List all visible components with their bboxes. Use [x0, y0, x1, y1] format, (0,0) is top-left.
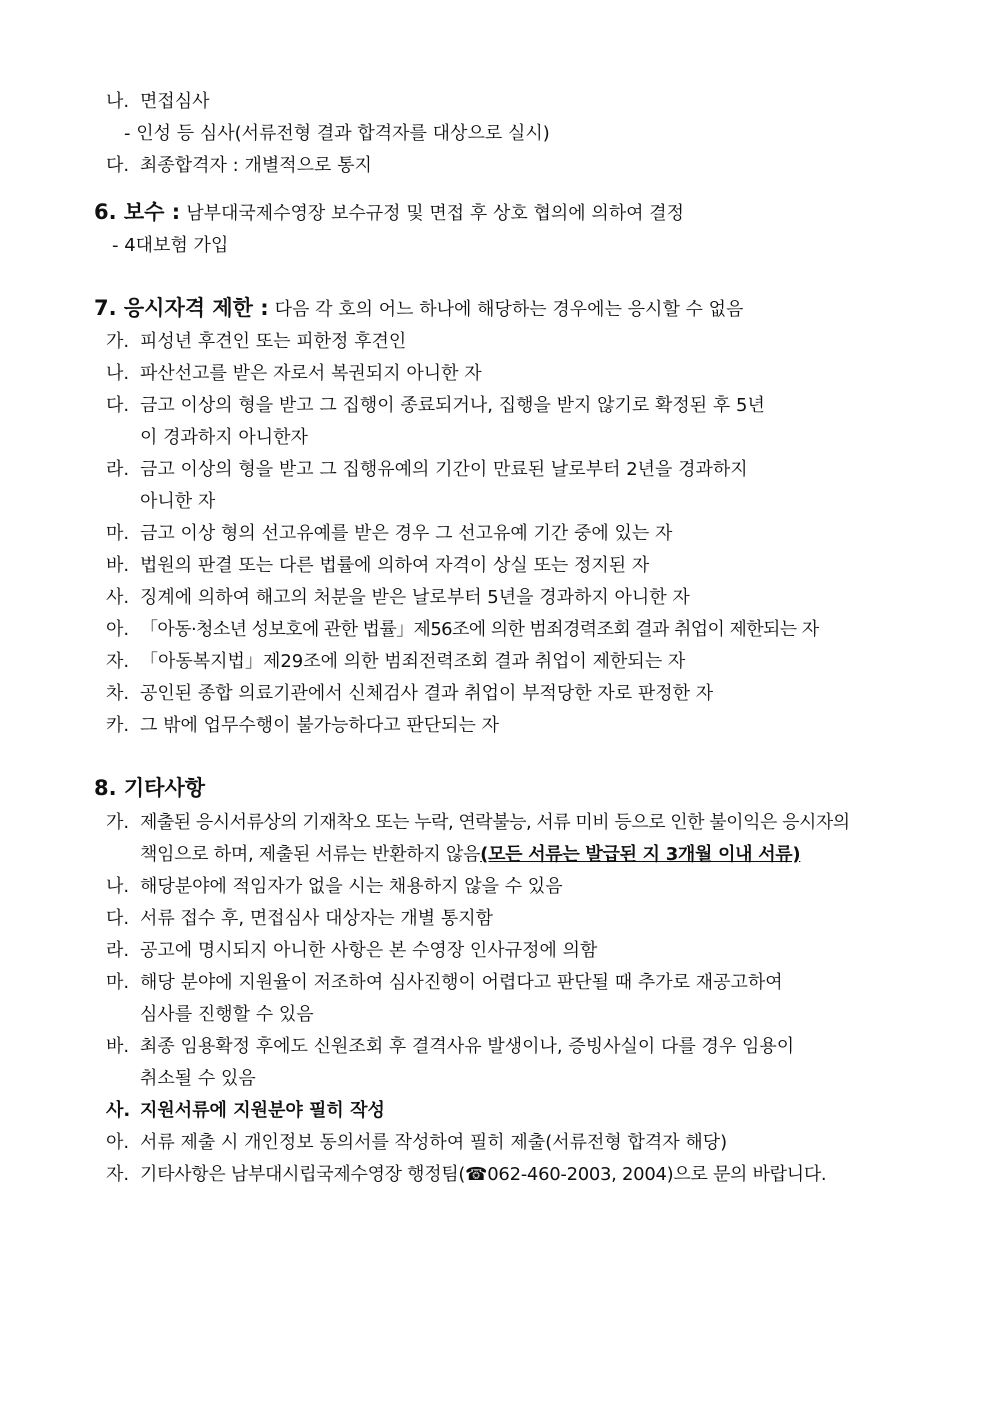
item-label: 차. — [106, 683, 130, 704]
item-text: 금고 이상의 형을 받고 그 집행이 종료되거나, 집행을 받지 않기로 확정된 후 5년 — [140, 395, 765, 416]
interview-title: 면접심사 — [140, 91, 210, 112]
item-label: 나. — [106, 876, 130, 897]
item-text: 기타사항은 남부대시립국제수영장 행정팀(☎062-460-2003, 2004)으로 문의 바랍니다. — [140, 1164, 827, 1185]
item-text: 그 밖에 업무수행이 불가능하다고 판단되는 자 — [140, 715, 499, 736]
item-label: 가. — [106, 812, 130, 833]
emphasis-text: (모든 서류는 발급된 지 3개월 이내 서류) — [480, 844, 801, 865]
item-text: 금고 이상 형의 선고유예를 받은 경우 그 선고유예 기간 중에 있는 자 — [140, 523, 673, 544]
item-label: 사. — [106, 1100, 131, 1121]
item-text: 「아동복지법」제29조에 의한 범죄전력조회 결과 취업이 제한되는 자 — [140, 651, 686, 672]
item-text: 해당 분야에 지원율이 저조하여 심사진행이 어렵다고 판단될 때 추가로 재공고하여 — [140, 972, 783, 993]
item-label: 바. — [106, 1036, 130, 1057]
item-text: 제출된 응시서류상의 기재착오 또는 누락, 연락불능, 서류 미비 등으로 인한 불이익은 응시자의 — [140, 812, 850, 833]
item-label: 나. — [106, 91, 130, 112]
item-text: 금고 이상의 형을 받고 그 집행유예의 기간이 만료된 날로부터 2년을 경과하지 — [140, 459, 748, 480]
item-label: 자. — [106, 651, 130, 672]
item-text: 공인된 종합 의료기관에서 신체검사 결과 취업이 부적당한 자로 판정한 자 — [140, 683, 714, 704]
sec6-heading — [94, 200, 684, 226]
item-text-cont-plain: 책임으로 하며, 제출된 서류는 반환하지 않음 — [140, 844, 481, 865]
item-text: 「아동·청소년 성보호에 관한 법률」제56조에 의한 범죄경력조회 결과 취업이 제한되는 자 — [140, 619, 819, 640]
item-text: 최종 임용확정 후에도 신원조회 후 결격사유 발생이나, 증빙사실이 다를 경우 임용이 — [140, 1036, 795, 1057]
item-label: 라. — [106, 459, 130, 480]
item-text: 파산선고를 받은 자로서 복권되지 아니한 자 — [140, 363, 482, 384]
interview-sub: - 인성 등 심사(서류전형 결과 합격자를 대상으로 실시) — [124, 123, 550, 144]
sec7-heading — [94, 296, 743, 322]
item-label: 아. — [106, 1132, 130, 1153]
item-text-cont: 취소될 수 있음 — [140, 1068, 256, 1089]
item-text: 서류 제출 시 개인정보 동의서를 작성하여 필히 제출(서류전형 합격자 해당) — [140, 1132, 728, 1153]
item-text: 법원의 판결 또는 다른 법률에 의하여 자격이 상실 또는 정지된 자 — [140, 555, 650, 576]
item-text: 지원서류에 지원분야 필히 작성 — [140, 1100, 385, 1121]
item-label: 다. — [106, 395, 130, 416]
sec6-sub: - 4대보험 가입 — [112, 235, 229, 256]
item-label: 자. — [106, 1164, 130, 1185]
item-text-cont: 이 경과하지 아니한자 — [140, 427, 308, 448]
item-label: 사. — [106, 587, 130, 608]
final-text: 최종합격자 : 개별적으로 통지 — [140, 155, 372, 176]
sec6-heading-rest: 남부대국제수영장 보수규정 및 면접 후 상호 협의에 의하여 결정 — [186, 203, 685, 224]
item-text: 공고에 명시되지 아니한 사항은 본 수영장 인사규정에 의함 — [140, 940, 598, 961]
item-label: 카. — [106, 715, 130, 736]
item-text-cont — [140, 843, 800, 867]
item-label: 마. — [106, 972, 130, 993]
item-text: 피성년 후견인 또는 피한정 후견인 — [140, 331, 407, 352]
item-text: 징계에 의하여 해고의 처분을 받은 날로부터 5년을 경과하지 아니한 자 — [140, 587, 690, 608]
item-label: 가. — [106, 331, 130, 352]
item-text-cont: 아니한 자 — [140, 491, 216, 512]
item-label: 라. — [106, 940, 130, 961]
item-text: 해당분야에 적임자가 없을 시는 채용하지 않을 수 있음 — [140, 876, 563, 897]
sec8-heading: 8. 기타사항 — [94, 776, 206, 800]
item-label: 다. — [106, 155, 130, 176]
sec7-heading-text: 7. 응시자격 제한 : — [94, 296, 269, 320]
sec7-heading-rest: 다음 각 호의 어느 하나에 해당하는 경우에는 응시할 수 없음 — [274, 299, 744, 320]
item-text: 서류 접수 후, 면접심사 대상자는 개별 통지함 — [140, 908, 494, 929]
item-label: 나. — [106, 363, 130, 384]
item-label: 마. — [106, 523, 130, 544]
sec6-heading-text: 6. 보수 : — [94, 200, 181, 224]
item-text-cont: 심사를 진행할 수 있음 — [140, 1004, 314, 1025]
item-label: 아. — [106, 619, 130, 640]
item-label: 바. — [106, 555, 130, 576]
item-label: 다. — [106, 908, 130, 929]
